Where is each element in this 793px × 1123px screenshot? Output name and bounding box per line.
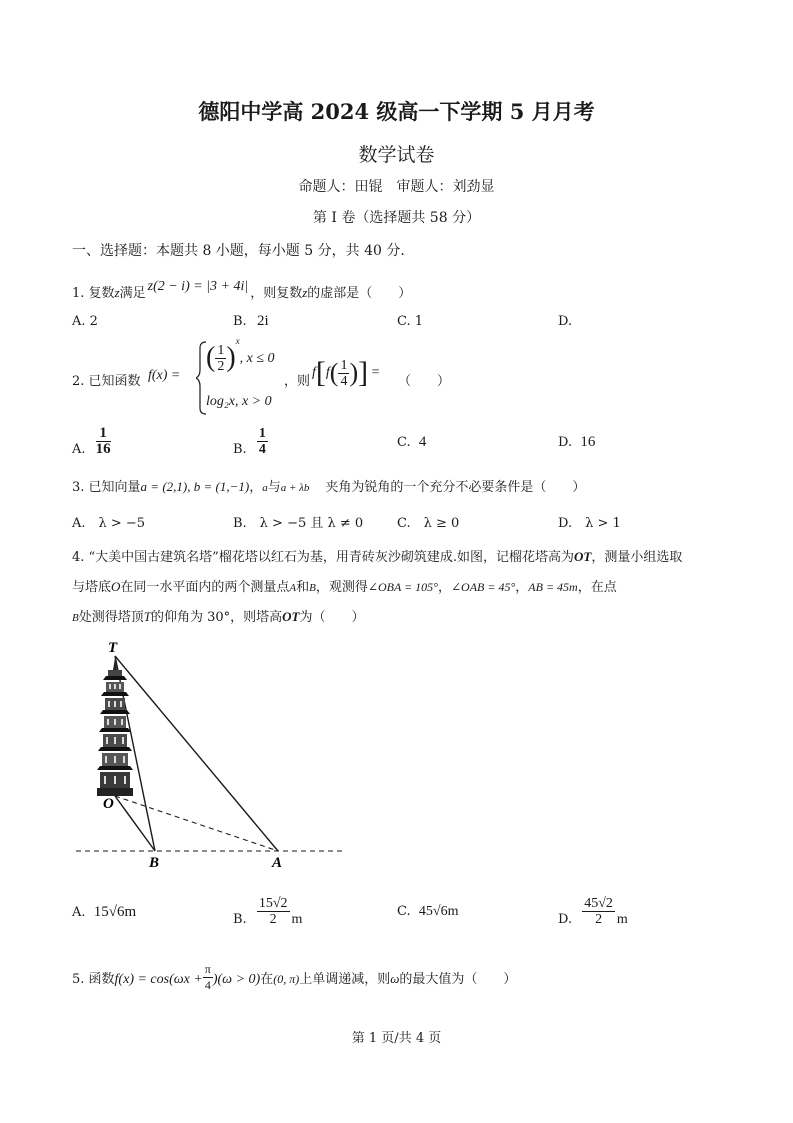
q2-option-d: D. 16 xyxy=(558,434,596,450)
q4-option-b: B. $\frac{15√2}{2}$ m xyxy=(233,896,303,927)
q3-vectors: a = (2,1), b = (1,−1) xyxy=(140,479,250,494)
q2-option-a: A. $\frac{1}{16}$ xyxy=(72,425,111,457)
q2-case-1: ( $\frac{1}{2}$ )$^x$, x ≤ 0 xyxy=(206,336,275,374)
q1-option-b-value: 2i xyxy=(257,313,269,329)
q1-option-b: B. xyxy=(233,314,247,329)
q1-option-a: A. 2 xyxy=(72,314,98,329)
q3-option-c: C. λ ≥ 0 xyxy=(397,516,460,531)
section-heading: 第 I 卷（选择题共 58 分） xyxy=(312,210,481,226)
q2-nested: f[f( $\frac{1}{4}$ )] = xyxy=(312,356,380,389)
q3-option-d: D. λ > 1 xyxy=(558,516,621,531)
q2-text3: （ ） xyxy=(398,374,451,389)
label-B: B xyxy=(149,855,160,871)
q3-option-a: A. λ > −5 xyxy=(72,516,146,531)
line-TA xyxy=(115,656,278,851)
q2-text2: ，则 xyxy=(284,374,311,389)
q2-prefix: 2. 已知函数 xyxy=(72,374,141,389)
part-heading: 一、选择题：本题共 8 小题，每小题 5 分，共 40 分． xyxy=(72,243,415,259)
pagoda-icon xyxy=(97,658,133,796)
q4-option-d: D. $\frac{45√2}{2}$ m xyxy=(558,896,628,927)
line-OA xyxy=(115,796,278,851)
q1-option-c: C. 1 xyxy=(397,314,424,329)
label-O: O xyxy=(103,796,114,812)
q2-fx: f(x) = xyxy=(148,368,181,383)
label-A: A xyxy=(272,855,283,871)
q4-option-a: A. 15√6m xyxy=(72,904,137,920)
q4-line-1: 4. “大美中国古建筑名塔”榴花塔以红石为基，用青砖灰沙砌筑建成.如图，记榴花塔高为OT，测量小组选取 xyxy=(72,549,683,565)
question-3: 3. 已知向量a = (2,1), b = (1,−1)，a与a + λb 夹角为锐角的一个充分不必要条件是（ ） xyxy=(72,479,586,495)
page-footer: 第 1 页/共 4 页 xyxy=(351,1031,442,1046)
q4-option-c: C. 45√6m xyxy=(397,904,459,919)
label-T: T xyxy=(108,640,118,656)
q1-equation: z(2 − i) = |3 + 4i| xyxy=(147,279,249,294)
q4-figure xyxy=(70,636,360,872)
exam-subtitle: 数学试卷 xyxy=(358,144,435,166)
exam-authors: 命题人：田锟 审题人：刘劲显 xyxy=(298,179,495,195)
q4-line-2: 与塔底O在同一水平面内的两个测量点A和B，观测得∠OBA = 105°，∠OAB = 45°，AB = 45m，在点 xyxy=(72,579,617,595)
q2-case-2: log₂x, x > 0 xyxy=(206,394,272,409)
q1-option-d: D. xyxy=(558,314,573,329)
q2-option-b: B. $\frac{1}{4}$ xyxy=(233,426,266,457)
q4-line-3: B处测得塔顶T的仰角为 30°，则塔高OT为（ ） xyxy=(72,609,365,625)
question-1: 1. 复数z满足 z(2 − i) = |3 + 4i| ，则复数z的虚部是（ ） xyxy=(72,279,412,301)
q2-option-c: C. 4 xyxy=(397,434,427,450)
exam-title: 德阳中学高 2024 级高一下学期 5 月月考 xyxy=(198,99,595,124)
question-5: 5. 函数f(x) = cos(ωx + $\frac{\pi}{4}$ )(ω > 0)在(0, π)上单调递减，则ω的最大值为（ ） xyxy=(72,962,517,992)
q3-option-b: B. λ > −5 且 λ ≠ 0 xyxy=(233,516,364,531)
